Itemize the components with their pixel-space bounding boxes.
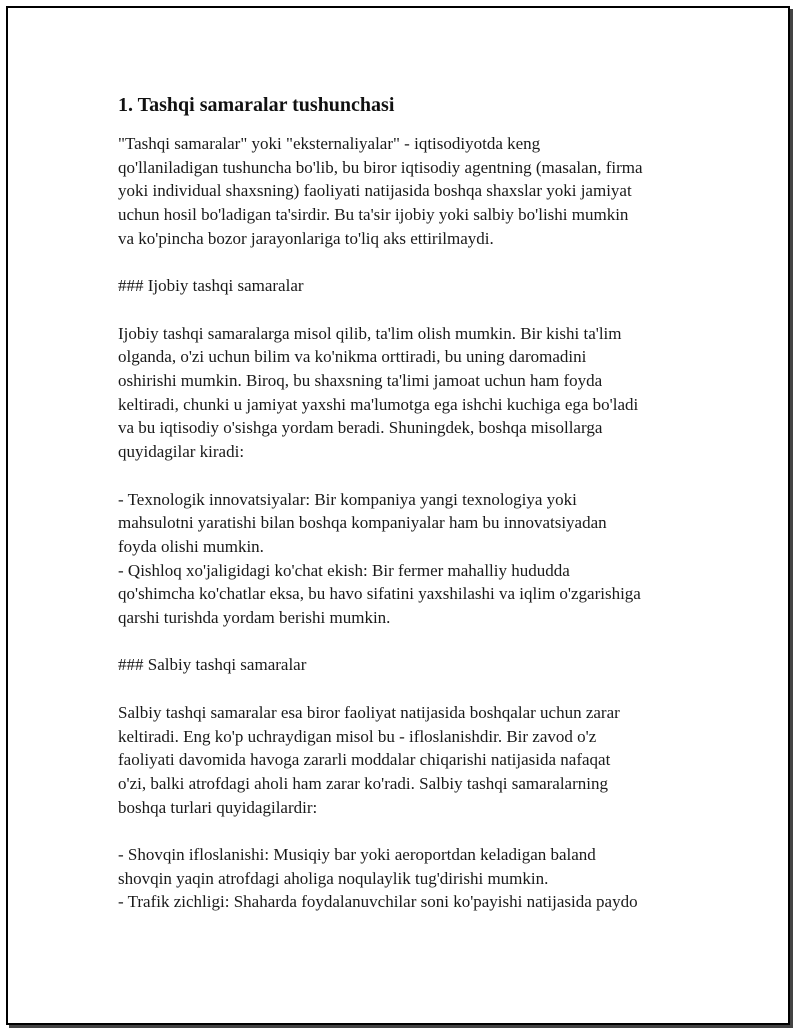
spacer (118, 298, 698, 322)
positive-list-item: - Texnologik innovatsiyalar: Bir kompaniya yangi texnologiya yoki mahsulotni yaratishi bilan boshqa kompaniyalar ham bu innovatsiyadan foyda olishi mumkin. (118, 489, 607, 556)
spacer (118, 677, 698, 701)
document-body (118, 92, 698, 914)
negative-paragraph: Salbiy tashqi samaralar esa biror faoliyat natijasida boshqalar uchun zarar keltiradi. Eng ko'p uchraydigan misol bu - ifloslanishdir. Bir zavod o'z faoliyati davomida havoga zararli moddalar chiqarishi natijasida nafaqat o'zi, balki atrofdagi aholi ham zarar ko'radi. Salbiy tashqi samaralarning boshqa turlari quyidagilardir: (118, 702, 620, 817)
positive-paragraph: Ijobiy tashqi samaralarga misol qilib, ta'lim olish mumkin. Bir kishi ta'lim olganda, o'zi uchun bilim va ko'nikma orttiradi, bu uning daromadini oshirishi mumkin. Biroq, bu shaxsning ta'limi jamoat uchun ham foyda keltiradi, chunki u jamiyat yaxshi ma'lumotga ega ishchi kuchiga ega bo'ladi va bu iqtisodiy o'sishga yordam beradi. Shuningdek, boshqa misollarga quyidagilar kiradi: (118, 323, 639, 462)
spacer (118, 819, 698, 843)
spacer (118, 630, 698, 654)
document-title: 1. Tashqi samaralar tushunchasi (118, 94, 395, 116)
negative-list-item: - Trafik zichligi: Shaharda foydalanuvchilar soni ko'payishi natijasida paydo (118, 892, 638, 912)
negative-list-item: - Shovqin ifloslanishi: Musiqiy bar yoki aeroportdan keladigan baland shovqin yaqin atrofdagi aholiga noqulaylik tug'dirishi mumkin. (118, 845, 596, 888)
spacer (118, 464, 698, 488)
negative-heading: ### Salbiy tashqi samaralar (118, 655, 307, 675)
spacer (118, 251, 698, 275)
positive-list-item: - Qishloq xo'jaligidagi ko'chat ekish: Bir fermer mahalliy hududda qo'shimcha ko'chatlar eksa, bu havo sifatini yaxshilashi va iqlim o'zgarishiga qarshi turishda yordam berishi mumkin. (118, 560, 641, 628)
positive-heading: ### Ijobiy tashqi samaralar (118, 276, 304, 296)
intro-paragraph: "Tashqi samaralar" yoki "eksternaliyalar" - iqtisodiyotda keng qo'llaniladigan tushuncha bo'lib, bu biror iqtisodiy agentning (masalan, firma yoki individual shaxsning) faoliyati natijasida boshqa shaxslar yoki jamiyat uchun hosil bo'ladigan ta'sirdir. Bu ta'sir ijobiy yoki salbiy bo'lishi mumkin va ko'pincha bozor jarayonlariga to'liq aks ettirilmaydi. (118, 134, 643, 248)
